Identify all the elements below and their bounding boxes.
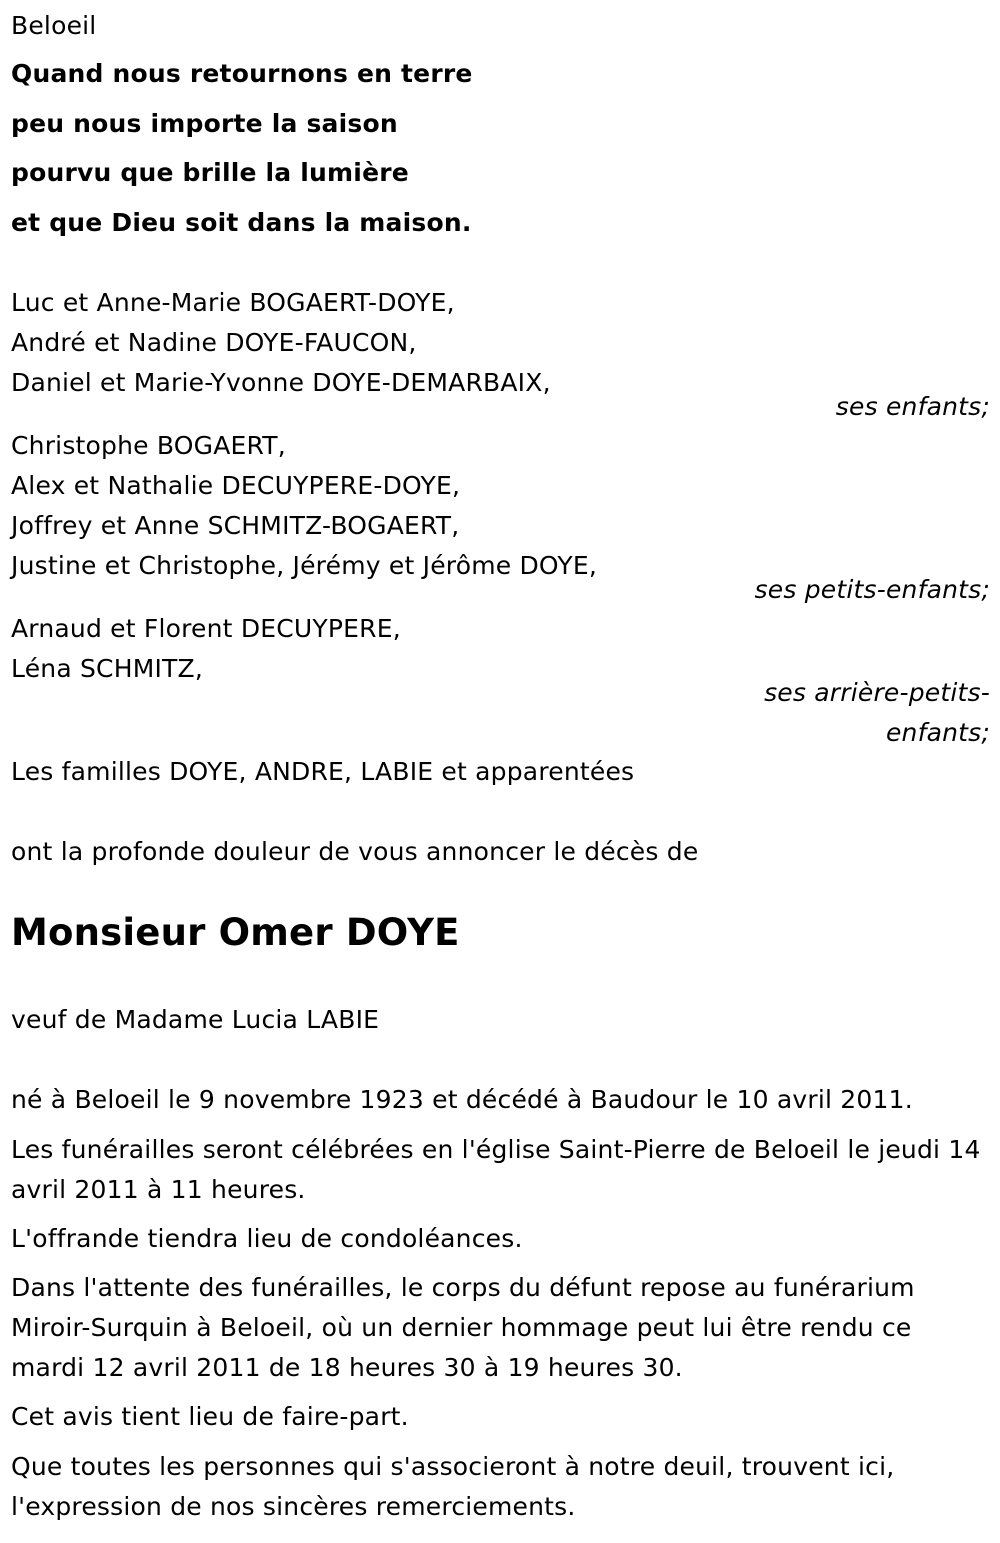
offering-paragraph: L'offrande tiendra lieu de condoléances.: [11, 1224, 523, 1253]
child-line: Luc et Anne-Marie BOGAERT-DOYE,: [11, 288, 455, 317]
funeral-paragraph: Les funérailles seront célébrées en l'église Saint-Pierre de Beloeil le jeudi 14 avril 2011 à 11 heures.: [11, 1135, 981, 1204]
child-line: Daniel et Marie-Yvonne DOYE-DEMARBAIX,: [11, 368, 551, 397]
child-line: André et Nadine DOYE-FAUCON,: [11, 328, 417, 357]
thanks-paragraph: Que toutes les personnes qui s'associeront à notre deuil, trouvent ici, l'expression de nos sincères remerciements.: [11, 1452, 895, 1521]
deceased-name: Monsieur Omer DOYE: [11, 911, 460, 954]
grandchild-line: Alex et Nathalie DECUYPERE-DOYE,: [11, 471, 461, 500]
announcement-line: ont la profonde douleur de vous annoncer le décès de: [11, 837, 699, 866]
funerarium-paragraph: Dans l'attente des funérailles, le corps du défunt repose au funérarium Miroir-Surquin à Beloeil, où un dernier hommage peut lui être rendu ce mardi 12 avril 2011 de 18 heures 30 à 19 heures 30.: [11, 1273, 915, 1382]
grandchild-line: Joffrey et Anne SCHMITZ-BOGAERT,: [11, 511, 460, 540]
grandchild-line: Justine et Christophe, Jérémy et Jérôme DOYE,: [11, 551, 598, 580]
poem-line-3: pourvu que brille la lumière: [11, 158, 409, 187]
children-label: ses enfants;: [835, 392, 990, 421]
great-grandchildren-label-line-1: ses arrière-petits-: [764, 678, 990, 707]
location: Beloeil: [11, 11, 97, 40]
grandchild-line: Christophe BOGAERT,: [11, 431, 286, 460]
poem-line-1: Quand nous retournons en terre: [11, 59, 473, 88]
birth-death-paragraph: né à Beloeil le 9 novembre 1923 et décédé à Baudour le 10 avril 2011.: [11, 1085, 913, 1114]
poem-line-2: peu nous importe la saison: [11, 109, 398, 138]
families-line: Les familles DOYE, ANDRE, LABIE et apparentées: [11, 757, 635, 786]
widower-line: veuf de Madame Lucia LABIE: [11, 1005, 380, 1034]
great-grandchild-line: Léna SCHMITZ,: [11, 654, 203, 683]
great-grandchildren-label-line-2: enfants;: [885, 718, 990, 747]
grandchildren-label: ses petits-enfants;: [754, 575, 990, 604]
poem-line-4: et que Dieu soit dans la maison.: [11, 208, 472, 237]
notice-paragraph: Cet avis tient lieu de faire-part.: [11, 1402, 409, 1431]
great-grandchild-line: Arnaud et Florent DECUYPERE,: [11, 614, 401, 643]
